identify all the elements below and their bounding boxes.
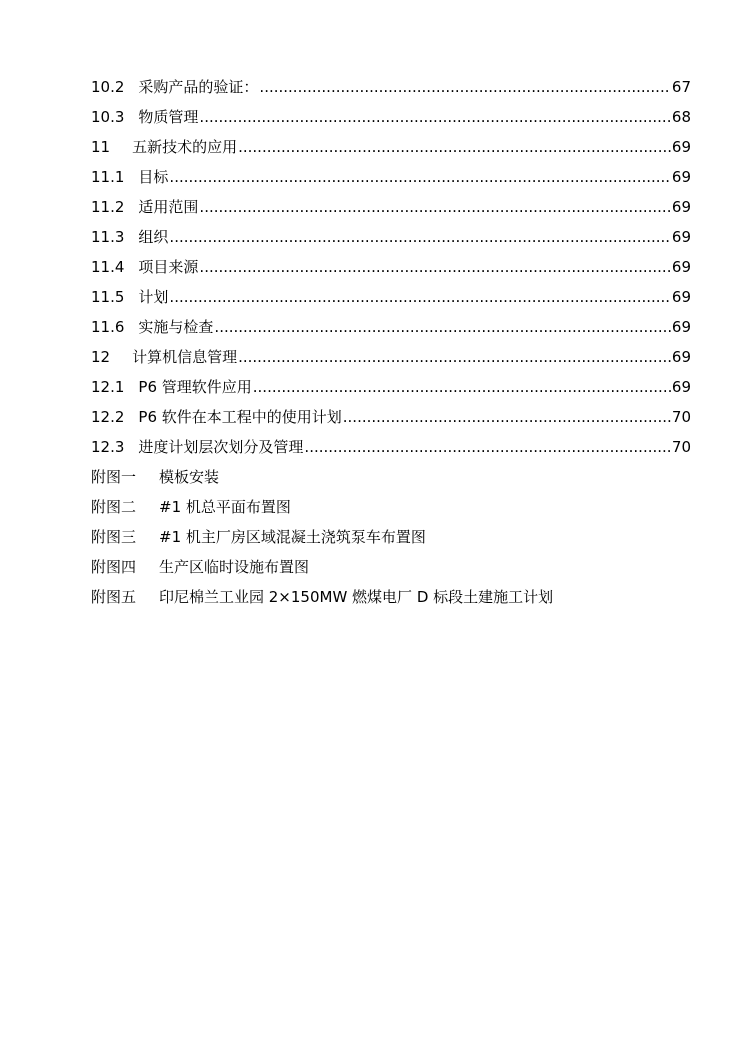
toc-entry[interactable] [91, 256, 691, 286]
dot-leader [238, 346, 671, 368]
toc-entry-page: 69 [671, 168, 691, 186]
appendix-entry[interactable] [91, 556, 691, 586]
toc-entry-page: 69 [671, 258, 691, 276]
toc-entry[interactable] [91, 106, 691, 136]
appendix-entry[interactable] [91, 526, 691, 556]
toc-entry-page: 70 [671, 438, 691, 456]
toc-entry-page: 69 [671, 318, 691, 336]
toc-entry[interactable] [91, 406, 691, 436]
toc-entry-page: 69 [671, 348, 691, 366]
toc-entry-title: 采购产品的验证： [138, 78, 259, 96]
dot-leader [304, 436, 670, 458]
dot-leader [199, 106, 670, 128]
toc-entry-title: 组织 [138, 228, 169, 246]
toc-entry[interactable] [91, 286, 691, 316]
appendix-label: 附图三 [91, 528, 137, 546]
toc-entry-number: 11.3 [91, 228, 125, 246]
toc-entry-number: 10.3 [91, 108, 125, 126]
appendix-label: 附图一 [91, 468, 137, 486]
dot-leader [343, 406, 671, 428]
appendix-title: 模板安装 [159, 468, 220, 486]
toc-entry-title: 项目来源 [138, 258, 199, 276]
toc-entry[interactable] [91, 436, 691, 466]
toc-entry-title: 适用范围 [138, 198, 199, 216]
toc-entry-title: 计算机信息管理 [132, 348, 238, 366]
toc-entry-title: 五新技术的应用 [132, 138, 238, 156]
toc-entry[interactable] [91, 376, 691, 406]
dot-leader [169, 286, 670, 308]
toc-entry[interactable] [91, 76, 691, 106]
toc-entry-title: 目标 [138, 168, 169, 186]
toc-entry-number: 10.2 [91, 78, 125, 96]
dot-leader [199, 196, 670, 218]
toc-entry-title: P6 软件在本工程中的使用计划 [138, 408, 342, 426]
toc-entry-number: 12 [91, 348, 111, 366]
toc-entry-title: P6 管理软件应用 [138, 378, 252, 396]
toc-entry[interactable] [91, 226, 691, 256]
toc-entry-page: 67 [671, 78, 691, 96]
toc-entry-page: 69 [671, 228, 691, 246]
dot-leader [238, 136, 671, 158]
appendix-entry[interactable] [91, 466, 691, 496]
toc-entry-page: 69 [671, 198, 691, 216]
dot-leader [199, 256, 670, 278]
toc-entry-title: 物质管理 [138, 108, 199, 126]
dot-leader [253, 376, 671, 398]
toc-entry[interactable] [91, 166, 691, 196]
toc-entry-number: 12.2 [91, 408, 125, 426]
toc-entry[interactable] [91, 346, 691, 376]
toc-entry-number: 11.6 [91, 318, 125, 336]
toc-entry[interactable] [91, 136, 691, 166]
toc-entry-page: 70 [671, 408, 691, 426]
toc-entry-title: 进度计划层次划分及管理 [138, 438, 304, 456]
toc-entry-number: 11 [91, 138, 111, 156]
dot-leader [259, 76, 670, 98]
toc-entry-number: 11.5 [91, 288, 125, 306]
toc-entry-title: 计划 [138, 288, 169, 306]
appendix-label: 附图四 [91, 558, 137, 576]
toc-entry-page: 68 [671, 108, 691, 126]
appendix-title: 生产区临时设施布置图 [159, 558, 310, 576]
toc-entry[interactable] [91, 196, 691, 226]
appendix-entry[interactable] [91, 586, 691, 616]
appendix-label: 附图五 [91, 588, 137, 606]
toc-entry-page: 69 [671, 378, 691, 396]
dot-leader [169, 226, 670, 248]
appendix-entry[interactable] [91, 496, 691, 526]
dot-leader [169, 166, 670, 188]
toc-entry-page: 69 [671, 288, 691, 306]
appendix-title: #1 机总平面布置图 [159, 498, 291, 516]
toc-entry-page: 69 [671, 138, 691, 156]
appendix-title: 印尼棉兰工业园 2×150MW 燃煤电厂 D 标段土建施工计划 [159, 588, 554, 606]
toc-entry-number: 12.3 [91, 438, 125, 456]
toc-entry-title: 实施与检查 [138, 318, 214, 336]
toc-entry-number: 11.4 [91, 258, 125, 276]
appendix-title: #1 机主厂房区域混凝土浇筑泵车布置图 [159, 528, 426, 546]
table-of-contents [91, 76, 691, 616]
appendix-label: 附图二 [91, 498, 137, 516]
toc-entry[interactable] [91, 316, 691, 346]
toc-entry-number: 11.2 [91, 198, 125, 216]
toc-entry-number: 11.1 [91, 168, 125, 186]
dot-leader [214, 316, 670, 338]
toc-entry-number: 12.1 [91, 378, 125, 396]
